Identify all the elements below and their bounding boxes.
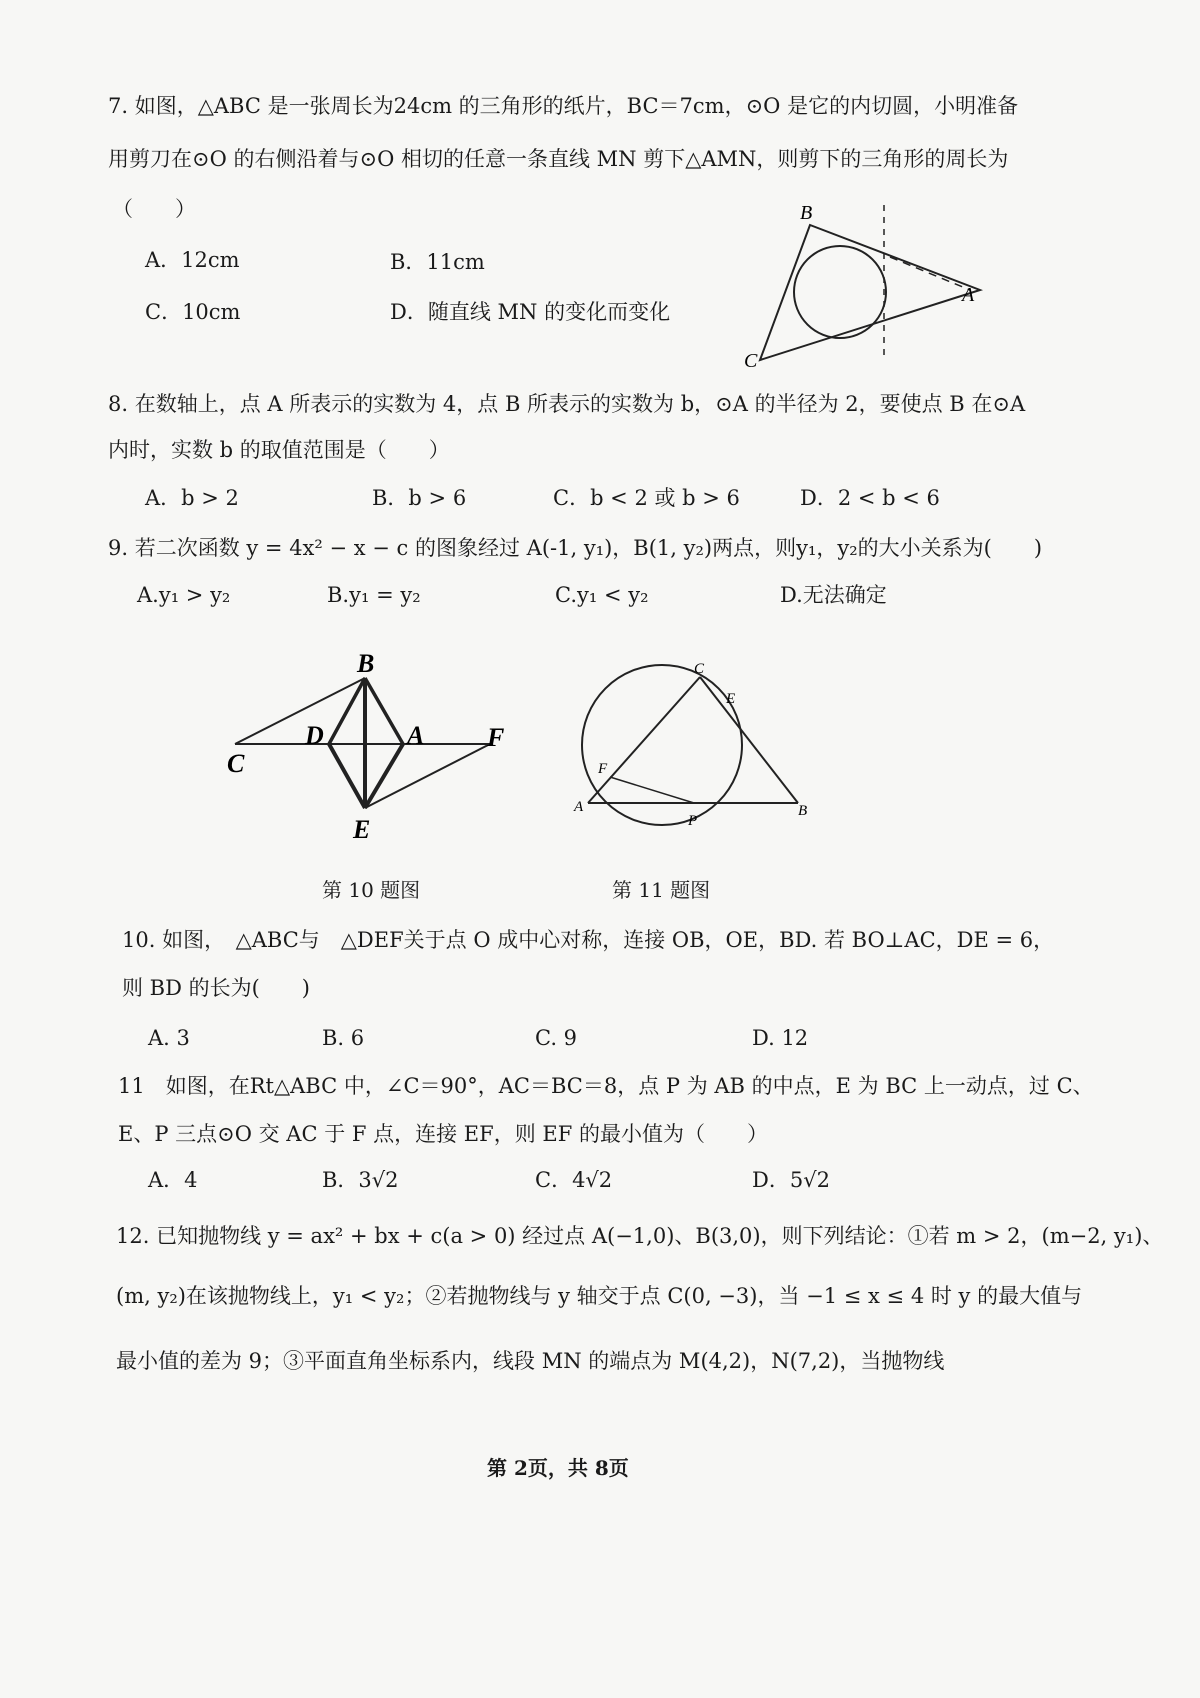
q8-option-a: A．b > 2: [145, 486, 239, 510]
q7-figure: [740, 195, 1000, 375]
q7-option-d: D．随直线 MN 的变化而变化: [390, 300, 671, 324]
q8-option-d: D．2 < b < 6: [800, 486, 940, 510]
q7-dashed-ba: [890, 257, 970, 290]
q8-option-b: B．b > 6: [372, 486, 467, 510]
q7-option-b: B．11cm: [390, 250, 485, 274]
q9-option-d: D.无法确定: [780, 583, 887, 607]
q8-line-1: 8. 在数轴上，点 A 所表示的实数为 4，点 B 所表示的实数为 b，⊙A 的半径为 2，要使点 B 在⊙A: [108, 392, 1026, 416]
q7-incircle: [794, 246, 886, 338]
q12-line-3: 最小值的差为 9；③平面直角坐标系内，线段 MN 的端点为 M(4,2)，N(7,2)，当抛物线: [116, 1349, 945, 1373]
q10-option-c: C. 9: [535, 1026, 578, 1050]
q8-line-2: 内时，实数 b 的取值范围是（ ）: [108, 438, 450, 462]
q11-option-d: D．5√2: [752, 1168, 830, 1192]
q11-option-b: B．3√2: [322, 1168, 399, 1192]
q8-option-c: C．b < 2 或 b > 6: [553, 486, 740, 510]
fig10-label-d: D: [305, 721, 324, 750]
fig11-label-e: E: [726, 691, 736, 707]
q11-line-1: 11 如图，在Rt△ABC 中，∠C＝90°，AC＝BC＝8，点 P 为 AB 的中点，E 为 BC 上一动点，过 C、: [118, 1074, 1094, 1098]
fig10-label-c: C: [227, 749, 245, 778]
q7-label-c: C: [744, 350, 758, 372]
fig11-label-p: P: [688, 813, 698, 829]
q9-line-1: 9. 若二次函数 y = 4x² − x − c 的图象经过 A(-1, y₁)，B(1, y₂)两点，则y₁，y₂的大小关系为( ): [108, 536, 1043, 560]
fig11-caption: 第 11 题图: [612, 878, 711, 902]
q10-option-a: A. 3: [148, 1026, 190, 1050]
q10-line-1: 10. 如图， △ABC与 △DEF关于点 O 成中心对称，连接 OB，OE，BD. 若 BO⊥AC，DE = 6，: [122, 928, 1055, 952]
q11-option-a: A．4: [148, 1168, 198, 1192]
fig10-line-de: [329, 744, 365, 808]
q12-line-2: (m, y₂)在该抛物线上，y₁ < y₂；②若抛物线与 y 轴交于点 C(0, −3)，当 −1 ≤ x ≤ 4 时 y 的最大值与: [116, 1284, 1083, 1308]
q7-option-a: A．12cm: [145, 248, 240, 272]
fig11-label-c: C: [694, 661, 705, 677]
q11-option-c: C．4√2: [535, 1168, 613, 1192]
fig10-line-ba: [365, 678, 403, 744]
q12-line-1: 12. 已知抛物线 y = ax² + bx + c(a > 0) 经过点 A(−1,0)、B(3,0)，则下列结论：①若 m > 2，(m−2, y₁)、: [116, 1224, 1164, 1248]
fig11-circle: [582, 665, 742, 825]
fig10-caption: 第 10 题图: [322, 878, 421, 902]
fig10-label-e: E: [353, 815, 371, 844]
fig10-label-a: A: [407, 721, 425, 750]
fig10: [225, 648, 525, 848]
q9-option-a: A.y₁ > y₂: [137, 583, 231, 607]
q7-label-a: A: [962, 284, 975, 306]
q7-triangle: [760, 225, 980, 360]
q10-line-2: 则 BD 的长为( ): [122, 976, 311, 1000]
fig11-line-cb: [700, 677, 798, 803]
fig11: [570, 661, 840, 845]
fig10-label-f: F: [487, 723, 505, 752]
q11-line-2: E、P 三点⊙O 交 AC 于 F 点，连接 EF，则 EF 的最小值为（ ）: [118, 1122, 768, 1146]
q7-answer-paren: （ ）: [112, 197, 196, 221]
fig11-label-f: F: [598, 761, 608, 777]
q7-label-b: B: [800, 202, 813, 224]
q10-option-d: D. 12: [752, 1026, 809, 1050]
q9-option-b: B.y₁ = y₂: [327, 583, 421, 607]
fig11-line-fp: [610, 777, 694, 803]
q7-line-2: 用剪刀在⊙O 的右侧沿着与⊙O 相切的任意一条直线 MN 剪下△AMN，则剪下的三角形的周长为: [108, 147, 1009, 171]
q9-option-c: C.y₁ < y₂: [555, 583, 649, 607]
fig11-line-ca: [588, 677, 700, 803]
fig11-label-b: B: [798, 803, 808, 819]
fig11-label-a: A: [574, 799, 584, 815]
fig10-label-b: B: [357, 649, 375, 678]
q7-line-1: 7. 如图，△ABC 是一张周长为24cm 的三角形的纸片，BC＝7cm，⊙O 是它的内切圆，小明准备: [108, 94, 1019, 118]
q7-option-c: C．10cm: [145, 300, 241, 324]
q10-option-b: B. 6: [322, 1026, 365, 1050]
page-footer: 第 2页，共 8页: [487, 1456, 629, 1480]
